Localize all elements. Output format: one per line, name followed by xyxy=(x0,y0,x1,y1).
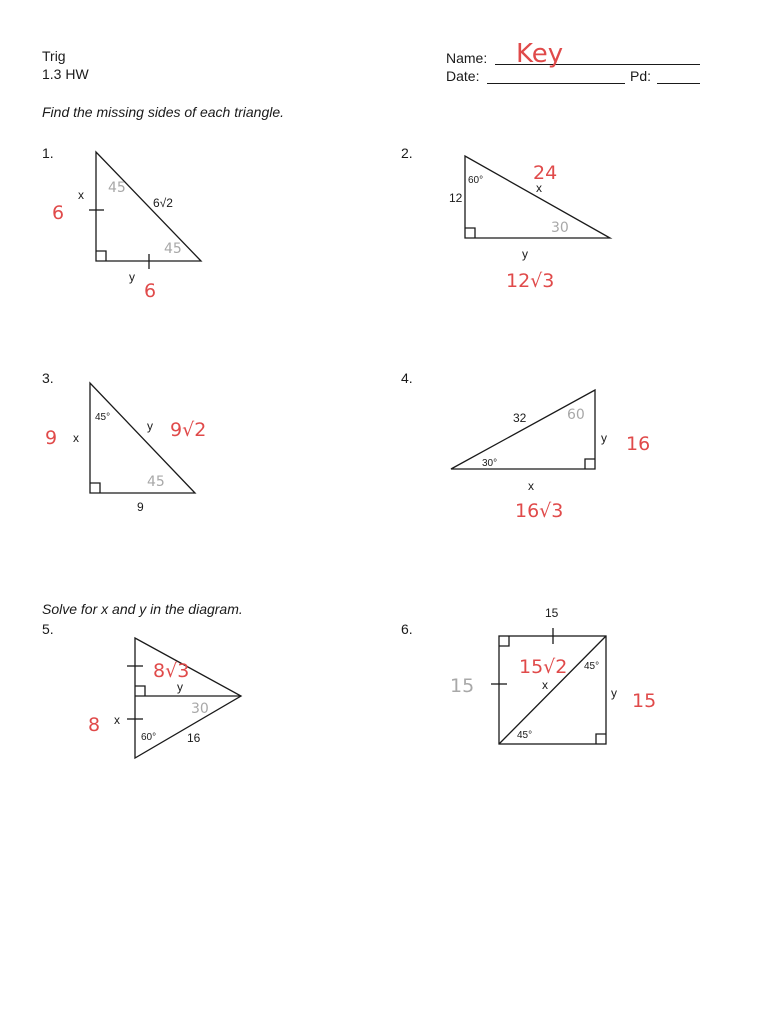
answer-y-6: 15 xyxy=(632,690,657,712)
label-top-6: 15 xyxy=(545,606,559,620)
pencil-angle-3: 45 xyxy=(147,474,165,490)
problem-number-6: 6. xyxy=(401,621,413,637)
answer-y-1: 6 xyxy=(144,280,157,302)
pencil-angle-1a: 45 xyxy=(108,180,126,196)
right-angle-mark-3 xyxy=(90,483,100,493)
problem-number-4: 4. xyxy=(401,370,413,386)
label-angle-6a: 45° xyxy=(584,661,600,672)
course-title: Trig xyxy=(42,48,66,64)
pencil-angle-2: 30 xyxy=(551,220,569,236)
label-y-4: y xyxy=(601,431,607,445)
right-angle-mark-4 xyxy=(585,459,595,469)
answer-x-4: 16√3 xyxy=(515,500,564,522)
label-x-3: x xyxy=(73,431,79,445)
triangle-1 xyxy=(96,152,201,261)
period-label: Pd: xyxy=(630,68,652,84)
label-y-1: y xyxy=(129,270,135,284)
right-angle-mark-5 xyxy=(135,686,145,696)
label-x-2: x xyxy=(536,181,542,195)
right-angle-mark-1 xyxy=(96,251,106,261)
answer-y-3: 9√2 xyxy=(170,419,207,441)
answer-x-2: 24 xyxy=(533,162,558,184)
problem-number-2: 2. xyxy=(401,145,413,161)
assignment-title: 1.3 HW xyxy=(42,66,89,82)
instructions-part1: Find the missing sides of each triangle. xyxy=(42,104,285,120)
label-angle-4: 30° xyxy=(482,458,498,469)
problem-number-5: 5. xyxy=(42,621,54,637)
answer-x-5: 8 xyxy=(88,714,101,736)
pencil-side-6: 15 xyxy=(450,675,475,697)
label-x-1: x xyxy=(78,188,84,202)
label-x-4: x xyxy=(528,479,534,493)
label-side-5: 16 xyxy=(187,731,201,745)
label-hyp-1: 6√2 xyxy=(153,196,173,210)
label-x-6: x xyxy=(542,678,548,692)
diagonal-6 xyxy=(499,636,606,744)
label-x-5: x xyxy=(114,713,120,727)
label-angle-6b: 45° xyxy=(517,730,533,741)
triangle-4 xyxy=(451,390,595,469)
answer-x-6: 15√2 xyxy=(519,656,568,678)
pencil-angle-4: 60 xyxy=(567,407,585,423)
pencil-angle-5: 30 xyxy=(191,701,209,717)
right-angle-mark-6a xyxy=(499,636,509,646)
label-y-3: y xyxy=(147,419,153,433)
date-label: Date: xyxy=(446,68,480,84)
label-angle-2: 60° xyxy=(468,175,484,186)
answer-x-1: 6 xyxy=(52,202,65,224)
label-y-2: y xyxy=(522,247,528,261)
problem-number-1: 1. xyxy=(42,145,54,161)
label-angle-3: 45° xyxy=(95,412,111,423)
name-label: Name: xyxy=(446,50,488,66)
label-hyp-4: 32 xyxy=(513,411,527,425)
instructions-part2: Solve for x and y in the diagram. xyxy=(42,601,243,617)
answer-y-5: 8√3 xyxy=(153,660,190,682)
pencil-angle-1b: 45 xyxy=(164,241,182,257)
label-y-5: y xyxy=(177,680,183,694)
answer-y-2: 12√3 xyxy=(506,270,555,292)
right-angle-mark-2 xyxy=(465,228,475,238)
label-base-3: 9 xyxy=(137,500,144,514)
label-angle-5: 60° xyxy=(141,732,157,743)
answer-y-4: 16 xyxy=(626,433,651,455)
problem-number-3: 3. xyxy=(42,370,54,386)
answer-x-3: 9 xyxy=(45,427,58,449)
name-answer: Key xyxy=(516,39,564,69)
label-side-2: 12 xyxy=(449,191,463,205)
label-y-6: y xyxy=(611,686,617,700)
right-angle-mark-6b xyxy=(596,734,606,744)
